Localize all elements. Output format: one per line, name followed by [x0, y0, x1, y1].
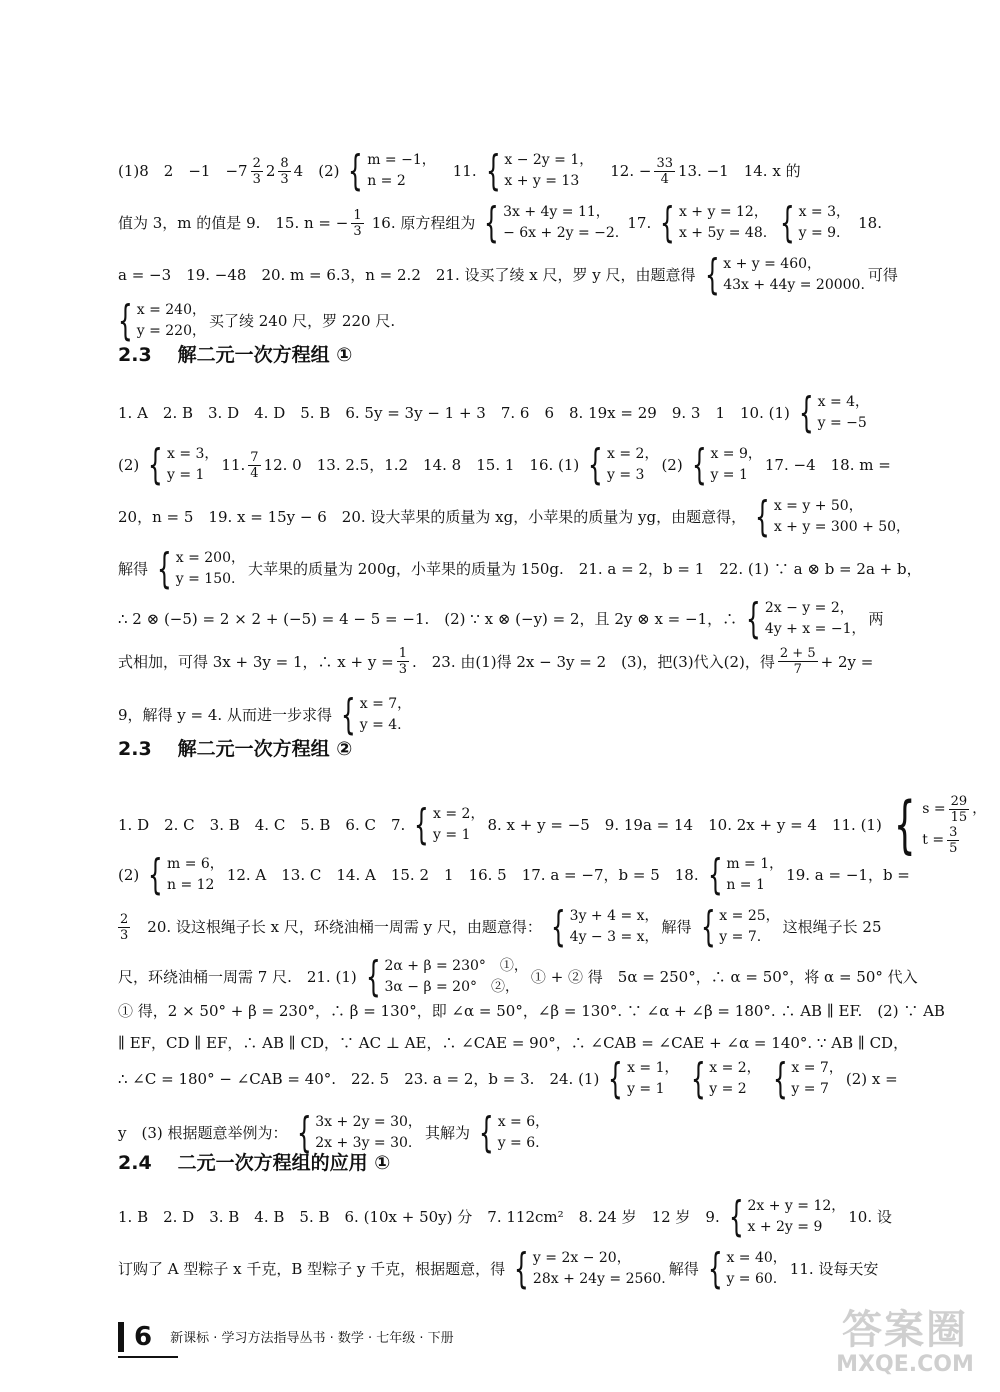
section-number: 2.3 [118, 738, 152, 760]
brace-icon: { [690, 1054, 706, 1103]
section-heading [118, 1152, 882, 1174]
book-series-title: 新课标 · 学习方法指导丛书 · 数学 · 七年级 · 下册 [170, 1331, 454, 1346]
answer-text: a = −3 19. −48 20. m = 6.3，n = 2.2 21. 设买了绫 x 尺，罗 y 尺，由题意得 [118, 266, 696, 284]
answer-line [118, 690, 882, 739]
brace-icon: { [414, 800, 430, 849]
section-title: 解二元一次方程组 ② [177, 738, 353, 760]
watermark [830, 1308, 980, 1377]
answer-text: 两 [868, 610, 884, 628]
equation-system: { 2x + y = 12， x + 2y = 9 [728, 1192, 846, 1241]
brace-icon: { [550, 902, 566, 951]
answer-line [118, 594, 884, 643]
brace-icon: { [514, 1244, 529, 1293]
answer-line [118, 198, 882, 247]
brace-icon: { [485, 146, 501, 195]
equation-system: { x = 40， y = 60. [707, 1244, 787, 1293]
brace-icon: { [148, 850, 163, 899]
fraction: $\frac{7}{4}$ [250, 449, 259, 481]
answer-text: 19. a = −1，b = [786, 866, 910, 884]
equation-system: { x = 2， y = 1 [414, 800, 485, 849]
answer-line [118, 850, 910, 899]
answer-text: (2) [118, 866, 140, 884]
answer-text: 解得 [668, 1260, 699, 1278]
answer-text: ∴ ∠C = 180° − ∠CAB = 40°. 22. 5 23. a = 2，b = 3. 24. (1) [118, 1070, 600, 1088]
answer-line [118, 492, 911, 541]
section-heading [118, 344, 882, 366]
answer-line [118, 440, 891, 489]
fraction: $\frac{1}{3}$ [398, 646, 407, 677]
answer-text: 13. −1 14. x 的 [677, 162, 801, 180]
watermark-url: MXQE.COM [836, 1352, 974, 1377]
answer-text: ∥ EF，CD ∥ EF，∴ AB ∥ CD，∵ AC ⊥ AE，∴ ∠CAE = 90°，∴ ∠CAB = ∠CAE + ∠α = 140°. ∵ AB ∥ CD， [118, 1034, 909, 1052]
answer-text: 12. − [610, 162, 652, 180]
answer-text: 8. x + y = −5 9. 19a = 14 10. 2x + y = 4 11. (1) [487, 816, 882, 834]
answer-text: (2) [118, 456, 140, 474]
section-heading [118, 738, 882, 760]
equation-system: { x = 3， y = 9. [779, 198, 851, 247]
brace-icon: { [484, 198, 500, 247]
equation-system: { x = 1， y = 1 [608, 1054, 679, 1103]
fraction: $\frac{2 + 5}{7}$ [779, 646, 816, 677]
equation-system: { x + y = 12， x + 5y = 48. [660, 198, 768, 247]
answer-text: 买了绫 240 尺，罗 220 尺. [209, 312, 396, 330]
equation-system: { x = 7， y = 7 [772, 1054, 843, 1103]
answer-text: 12. 0 13. 2.5，1.2 14. 8 15. 1 16. (1) [263, 456, 580, 474]
page-number: 6 [134, 1322, 153, 1352]
equation-system: { m = 1， n = 1 [707, 850, 784, 899]
equation-system: { x = 25， y = 7. [700, 902, 780, 951]
answer-text: 1. D 2. C 3. B 4. C 5. B 6. C 7. [118, 816, 406, 834]
brace-icon: { [340, 690, 356, 739]
answer-line [118, 1244, 882, 1293]
answer-text: 20. 设这根绳子长 x 尺，环绕油桶一周需 y 尺，由题意得： [147, 918, 542, 936]
answer-line [118, 788, 987, 861]
answer-text: 解得 [661, 918, 692, 936]
page-marker-bar [118, 1322, 124, 1352]
equation-system: { x = 2， y = 3 [588, 440, 659, 489]
brace-icon: { [478, 1108, 494, 1157]
equation-system: { x + y = 460， 43x + 44y = 20000. [704, 250, 865, 299]
brace-icon: { [157, 544, 172, 593]
answer-text: + 2y = [820, 652, 874, 671]
watermark-logo: 答案圈 [842, 1307, 968, 1353]
brace-icon: { [798, 388, 814, 437]
answer-text: 式相加，可得 3x + 3y = 1，∴ x + y = [118, 652, 394, 671]
equation-system: { x = 240， y = 220， [118, 296, 206, 345]
section-title: 解二元一次方程组 ① [177, 344, 353, 366]
fraction: $\frac{33}{4}$ [656, 155, 673, 187]
answer-text: 值为 3，m 的值是 9. 15. n = − [118, 214, 349, 232]
equation-system: { s = $\frac{29}{15}$ ， t = $\frac{3}{5}$ [893, 788, 987, 861]
answer-line [118, 1032, 909, 1054]
answer-line [118, 902, 882, 951]
answer-line [118, 146, 882, 195]
answer-text: 9，解得 y = 4. 从而进一步求得 [118, 706, 332, 724]
answer-text: 18. [858, 214, 882, 232]
answer-text: 12. A 13. C 14. A 15. 2 1 16. 5 17. a = −7，b = 5 18. [226, 866, 699, 884]
equation-system: { y = 2x − 20， 28x + 24y = 2560. [514, 1244, 666, 1293]
equation-system: { 3x + 2y = 30， 2x + 3y = 30. [296, 1108, 422, 1157]
answer-text: 11. [452, 162, 477, 180]
answer-text: . 23. 由(1)得 2x − 3y = 2 (3)，把(3)代入(2)，得 [411, 652, 775, 671]
answer-line [118, 952, 918, 1001]
brace-icon: { [755, 492, 770, 541]
answer-text: y (3) 根据题意举例为： [118, 1124, 288, 1142]
brace-icon: { [148, 440, 163, 489]
brace-icon: { [772, 1054, 788, 1103]
answer-text: 其解为 [424, 1124, 470, 1142]
section-title: 二元一次方程组的应用 ① [177, 1152, 391, 1174]
answer-text: 10. 设 [848, 1208, 892, 1226]
fraction: $\frac{2}{3}$ [120, 911, 129, 943]
answer-line [118, 1000, 945, 1022]
equation-system: { 2α + β = 230° ①， 3α − β = 20° ②， [365, 952, 528, 1001]
answer-text: (2) x = [845, 1070, 898, 1088]
equation-system: { m = 6， n = 12 [148, 850, 224, 899]
equation-system: { 3y + 4 = x， 4y − 3 = x， [550, 902, 659, 951]
brace-icon: { [893, 788, 916, 861]
footer-rule [118, 1356, 178, 1358]
equation-system: { x − 2y = 1， x + y = 13 [485, 146, 594, 195]
answer-text: 11. 设每天安 [789, 1260, 879, 1278]
equation-system: { x = 2， y = 2 [690, 1054, 761, 1103]
answer-line [118, 250, 898, 299]
answer-line [118, 296, 882, 345]
answer-text: 17. [627, 214, 652, 232]
answer-text: 11. [221, 456, 246, 474]
answer-line [118, 1192, 892, 1241]
answer-line [118, 1054, 898, 1103]
answer-text: (2) [661, 456, 683, 474]
answer-text: 解得 [118, 560, 149, 578]
answer-text: 17. −4 18. m = [764, 456, 891, 474]
answer-line [118, 544, 922, 593]
brace-icon: { [700, 902, 716, 951]
brace-icon: { [588, 440, 604, 489]
fraction: $\frac{1}{3}$ [353, 207, 362, 239]
equation-system: { 3x + 4y = 11， − 6x + 2y = −2. [484, 198, 620, 247]
page-footer [118, 1322, 454, 1352]
answer-text: 可得 [867, 266, 898, 284]
answer-text: 1. A 2. B 3. D 4. D 5. B 6. 5y = 3y − 1 + 3 7. 6 6 8. 19x = 29 9. 3 1 10. (1) [118, 404, 790, 422]
equation-system: { x = 7， y = 4. [340, 690, 412, 739]
section-number: 2.4 [118, 1152, 152, 1174]
equation-system: { x = 4， y = −5 [798, 388, 870, 437]
answer-text: 1. B 2. D 3. B 4. B 5. B 6. (10x + 50y) 分 7. 112cm² 8. 24 岁 12 岁 9. [118, 1208, 720, 1226]
equation-system: { m = −1， n = 2 [348, 146, 436, 195]
answer-text: 16. 原方程组为 [371, 214, 476, 232]
brace-icon: { [746, 594, 761, 643]
brace-icon: { [707, 1244, 723, 1293]
answer-line [118, 388, 882, 437]
answer-text: 2 [265, 162, 276, 180]
answer-text: 4 (2) [293, 162, 340, 180]
answer-text: 尺，环绕油桶一周需 7 尺. 21. (1) [118, 968, 357, 986]
equation-system: { x = y + 50， x + y = 300 + 50， [755, 492, 911, 541]
brace-icon: { [296, 1108, 312, 1157]
brace-icon: { [608, 1054, 624, 1103]
brace-icon: { [704, 250, 720, 299]
brace-icon: { [118, 296, 133, 345]
section-number: 2.3 [118, 344, 152, 366]
equation-system: { x = 9， y = 1 [691, 440, 762, 489]
answer-line [118, 646, 882, 677]
answer-text: 大苹果的质量为 200g，小苹果的质量为 150g. 21. a = 2，b = 1 22. (1) ∵ a ⊗ b = 2a + b， [248, 560, 922, 578]
answer-text: ∴ 2 ⊗ (−5) = 2 × 2 + (−5) = 4 − 5 = −1. (2) ∵ x ⊗ (−y) = 2，且 2y ⊗ x = −1，∴ [118, 610, 738, 628]
brace-icon: { [365, 952, 381, 1001]
equation-system: { x = 6， y = 6. [478, 1108, 550, 1157]
answer-line [118, 1108, 882, 1157]
answer-text: 20，n = 5 19. x = 15y − 6 20. 设大苹果的质量为 xg，小苹果的质量为 yg，由题意得， [118, 508, 747, 526]
answer-text: 这根绳子长 25 [782, 918, 882, 936]
brace-icon: { [728, 1192, 744, 1241]
brace-icon: { [660, 198, 675, 247]
equation-system: { x = 200， y = 150. [157, 544, 245, 593]
brace-icon: { [707, 850, 723, 899]
answer-text: (1)8 2 −1 −7 [118, 162, 248, 180]
brace-icon: { [691, 440, 707, 489]
answer-text: 订购了 A 型粽子 x 千克，B 型粽子 y 千克，根据题意，得 [118, 1260, 506, 1278]
brace-icon: { [348, 146, 364, 195]
fraction: $\frac{8}{3}$ [280, 155, 289, 187]
equation-system: { x = 3， y = 1 [148, 440, 219, 489]
fraction: $\frac{2}{3}$ [252, 155, 261, 187]
answer-text: ① + ② 得 5α = 250°，∴ α = 50°，将 α = 50° 代入 [530, 968, 918, 986]
brace-icon: { [779, 198, 795, 247]
answer-text: ① 得，2 × 50° + β = 230°，∴ β = 130°，即 ∠α = 50°，∠β = 130°. ∵ ∠α + ∠β = 180°. ∴ AB ∥ EF. (2) ∵ AB [118, 1002, 945, 1020]
equation-system: { 2x − y = 2， 4y + x = −1， [746, 594, 866, 643]
